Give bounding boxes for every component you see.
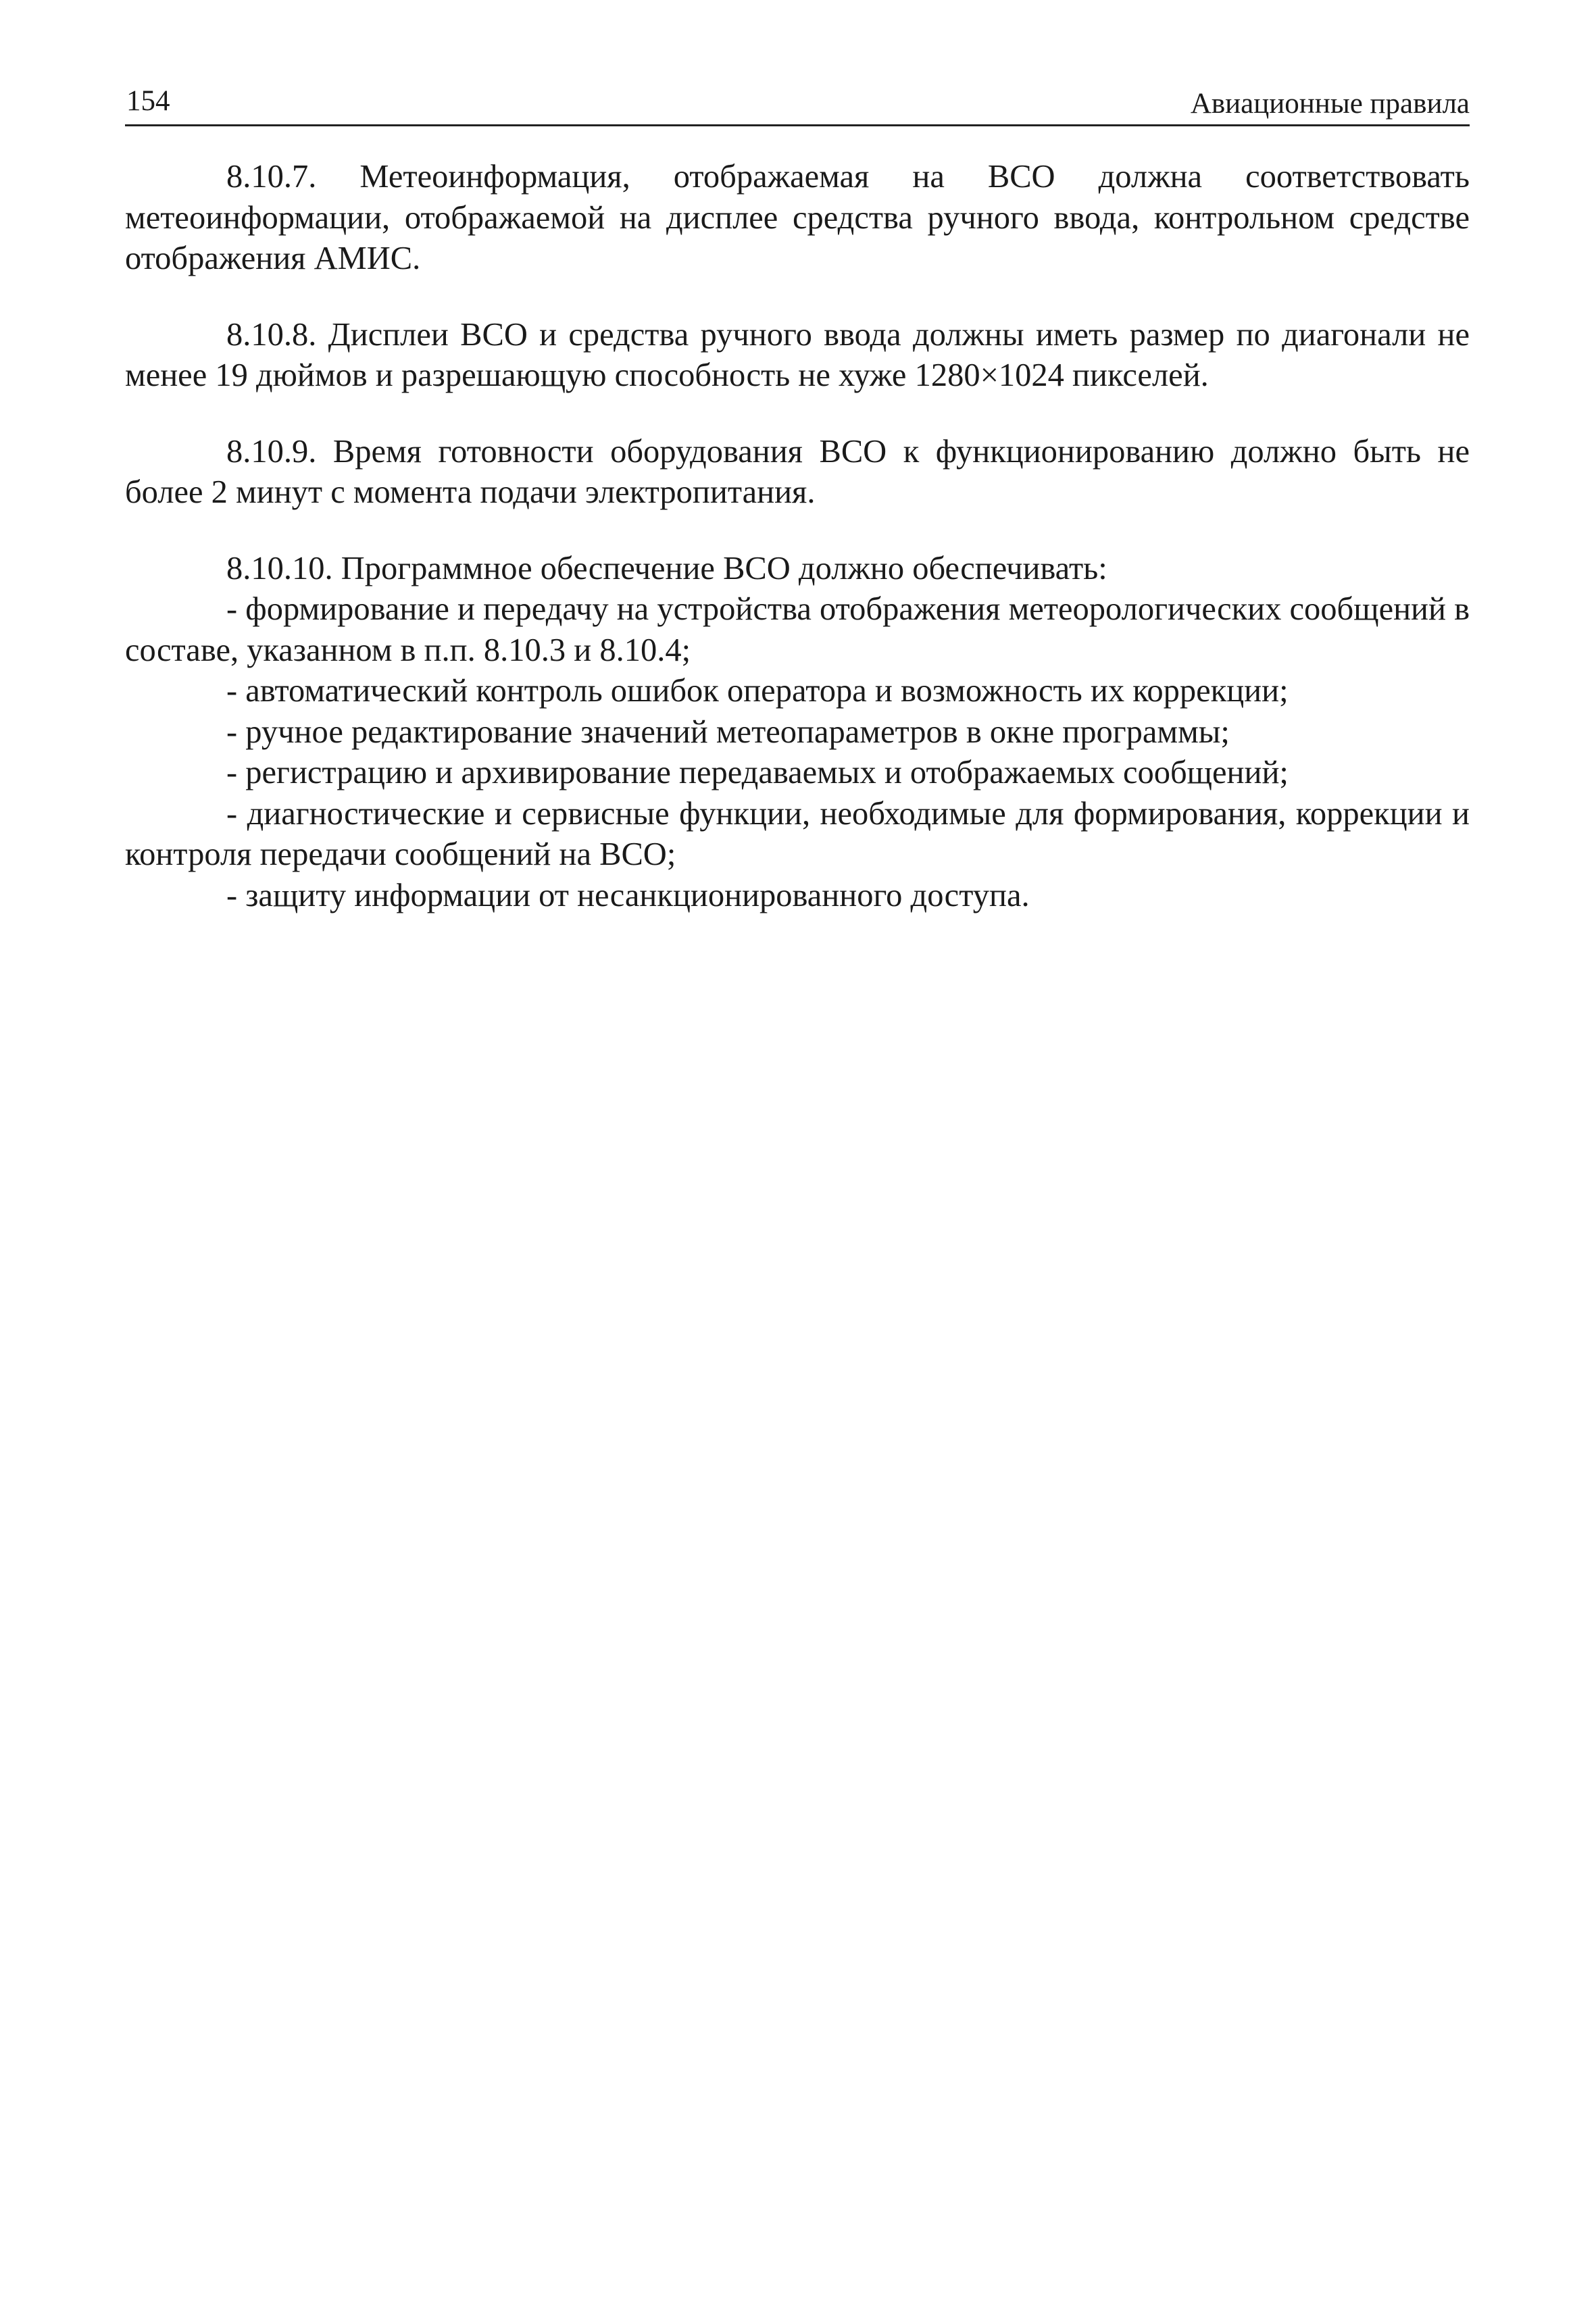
paragraph-8-10-7: 8.10.7. Метеоинформация, отображаемая на ВСО должна соответствовать метеоинформации, отображаемой на дисплее средства ручного ввода, контрольном средстве отображения АМИС. — [125, 159, 1470, 276]
paragraph-8-10-9: 8.10.9. Время готовности оборудования ВСО к функционированию должно быть не более 2 минут с момента подачи электропитания. — [125, 433, 1470, 510]
paragraph-8-10-10: 8.10.10. Программное обеспечение ВСО должно обеспечивать: — [226, 550, 1107, 586]
document-body — [125, 157, 1470, 916]
list-item: - формирование и передачу на устройства отображения метеорологических сообщений в составе, указанном в п.п. 8.10.3 и 8.10.4; — [125, 591, 1470, 668]
list-item: - автоматический контроль ошибок оператора и возможность их коррекции; — [226, 673, 1289, 709]
list-item: - ручное редактирование значений метеопараметров в окне программы; — [226, 713, 1230, 750]
requirements-list — [125, 589, 1470, 916]
list-item: - защиту информации от несанкционированного доступа. — [226, 877, 1030, 913]
list-item: - регистрацию и архивирование передаваемых и отображаемых сообщений; — [226, 755, 1289, 790]
list-item: - диагностические и сервисные функции, необходимые для формирования, коррекции и контроля передачи сообщений на ВСО; — [125, 795, 1470, 872]
running-title: Авиационные правила — [1190, 88, 1470, 120]
document-page — [125, 0, 1470, 2314]
paragraph-8-10-8: 8.10.8. Дисплеи ВСО и средства ручного ввода должны иметь размер по диагонали не менее 19 дюймов и разрешающую способность не хуже 1280×1024 пикселей. — [125, 316, 1470, 393]
page-header — [125, 80, 1470, 126]
page-number: 154 — [126, 85, 170, 117]
